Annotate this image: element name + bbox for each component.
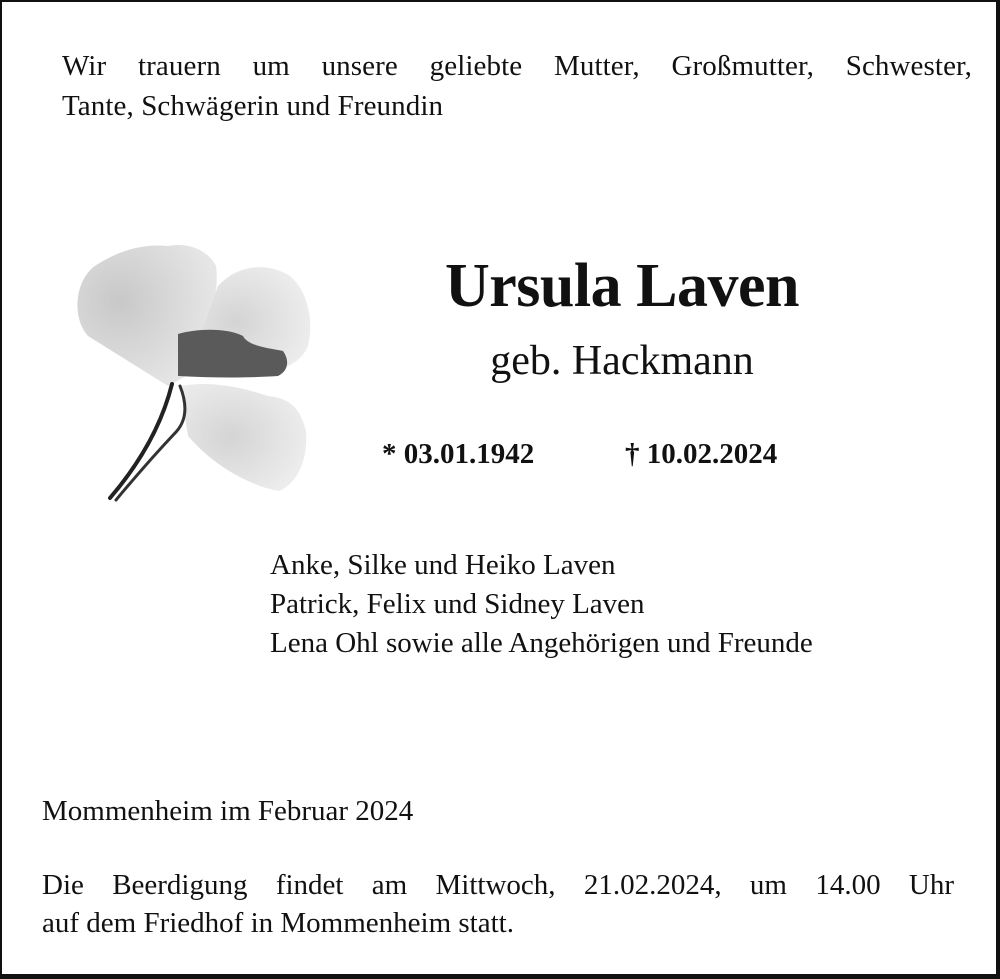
deceased-name: Ursula Laven bbox=[445, 252, 799, 320]
mourner-line: Lena Ohl sowie alle Angehörigen und Freunde bbox=[270, 627, 813, 659]
death-date: † 10.02.2024 bbox=[625, 438, 778, 470]
intro-line-1: Wir trauern um unsere geliebte Mutter, Großmutter, Schwester, bbox=[62, 50, 972, 82]
life-dates bbox=[382, 434, 862, 474]
mourner-line: Anke, Silke und Heiko Laven bbox=[270, 549, 616, 581]
maiden-name: geb. Hackmann bbox=[490, 338, 754, 384]
place-date: Mommenheim im Februar 2024 bbox=[42, 795, 414, 827]
intro-line-2: Tante, Schwägerin und Freundin bbox=[62, 90, 444, 122]
funeral-info bbox=[42, 866, 954, 942]
funeral-line-2: auf dem Friedhof in Mommenheim statt. bbox=[42, 907, 514, 939]
mourners-list bbox=[270, 546, 950, 663]
intro-text bbox=[62, 46, 972, 126]
mourner-line: Patrick, Felix und Sidney Laven bbox=[270, 588, 645, 620]
ginkgo-leaf-icon bbox=[68, 236, 318, 506]
birth-date: * 03.01.1942 bbox=[382, 438, 535, 470]
funeral-line-1: Die Beerdigung findet am Mittwoch, 21.02.2024, um 14.00 Uhr bbox=[42, 869, 954, 901]
